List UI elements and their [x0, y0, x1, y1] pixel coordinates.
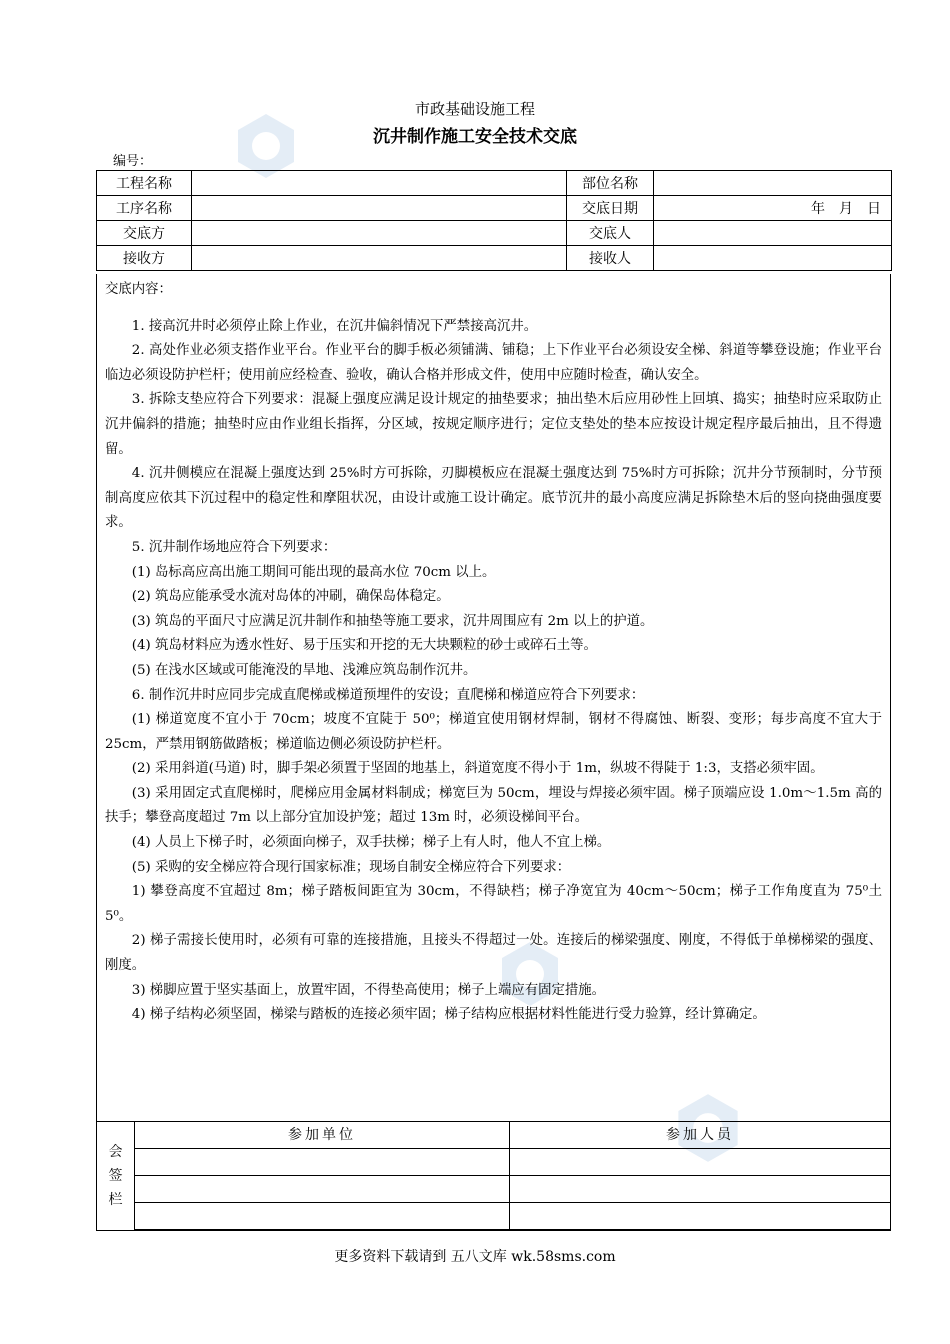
- receiver-person-label: 接收人: [567, 246, 654, 271]
- content-paragraph: 1) 攀登高度不宜超过 8m；梯子踏板间距宜为 30cm，不得缺档；梯子净宽宜为 40cm～50cm；梯子工作角度直为 75⁰土 5⁰。: [105, 884, 882, 924]
- signoff-side-char: 会: [108, 1144, 123, 1160]
- table-row: [97, 221, 892, 246]
- signoff-row[interactable]: [135, 1203, 890, 1230]
- signoff-row[interactable]: [135, 1149, 890, 1176]
- table-row: [97, 171, 892, 196]
- table-row: [97, 196, 892, 221]
- document-title: 沉井制作施工安全技术交底: [373, 127, 577, 147]
- signoff-section: [96, 1122, 891, 1231]
- part-name-label: 部位名称: [567, 171, 654, 196]
- content-paragraph: 2. 高处作业必须支搭作业平台。作业平台的脚手板必须铺满、铺稳；上下作业平台必须设安全梯、斜道等攀登设施；作业平台临边必须设防护栏杆；使用前应经检查、验收，确认合格并形成文件，使用中应随时检查，确认安全。: [105, 343, 882, 383]
- footer-link[interactable]: 更多资料下载请到 五八文库 wk.58sms.com: [334, 1249, 616, 1265]
- content-paragraph: 3. 拆除支垫应符合下列要求：混凝上强度应满足设计规定的抽垫要求；抽出垫木后应用砂性上回填、捣实；抽垫时应采取防止沉井偏斜的措施；抽垫时应由作业组长指挥，分区域，按规定顺序进行；定位支垫处的垫本应按设计规定程序最后抽出，且不得遗留。: [105, 392, 882, 457]
- content-label: 交底内容：: [105, 282, 172, 297]
- date-field[interactable]: 年 月 日: [654, 196, 892, 221]
- content-paragraph: (3) 筑岛的平面尺寸应满足沉井制作和抽垫等施工要求，沉井周围应有 2m 以上的护道。: [131, 613, 654, 629]
- content-paragraphs: [105, 315, 882, 1028]
- people-header: 参加人员: [666, 1127, 734, 1143]
- content-paragraph: (1) 岛标高应高出施工期间可能出现的最高水位 70cm 以上。: [131, 564, 496, 580]
- giver-person-label: 交底人: [567, 221, 654, 246]
- table-row: [97, 246, 892, 271]
- signoff-side-char: 签: [108, 1168, 123, 1184]
- handover-content: [96, 274, 891, 1122]
- part-name-field[interactable]: [654, 171, 892, 196]
- content-paragraph: 6. 制作沉井时应同步完成直爬梯或梯道预埋件的安设；直爬梯和梯道应符合下列要求：: [131, 687, 645, 703]
- content-paragraph: 2) 梯子需接长使用时，必须有可靠的连接措施，且接头不得超过一处。连接后的梯梁强度、刚度，不得低于单梯梯梁的强度、刚度。: [105, 933, 882, 974]
- signoff-header-row: [135, 1122, 890, 1149]
- content-paragraph: (4) 筑岛材料应为透水性好、易于压实和开挖的无大块颗粒的砂士或碎石土等。: [131, 638, 597, 654]
- signoff-side-label: [97, 1122, 135, 1230]
- receiver-person-field[interactable]: [654, 246, 892, 271]
- project-name-field[interactable]: [192, 171, 567, 196]
- content-paragraph: 5. 沉井制作场地应符合下列要求：: [131, 539, 337, 555]
- content-paragraph: (3) 采用固定式直爬梯时，爬梯应用金属材料制成；梯宽巨为 50cm，埋设与焊接必须牢固。梯子顶端应设 1.0m～1.5m 高的扶手；攀登高度超过 7m 以上部分宜加设护笼；超过 13m 时，必须设梯间平台。: [105, 785, 882, 826]
- content-paragraph: (2) 筑岛应能承受水流对岛体的冲刷，确保岛体稳定。: [131, 589, 450, 605]
- project-name-label: 工程名称: [97, 171, 192, 196]
- receiver-field[interactable]: [192, 246, 567, 271]
- content-paragraph: 4) 梯子结构必须坚固，梯梁与踏板的连接必须牢固；梯子结构应根据材料性能进行受力验算，经计算确定。: [131, 1007, 766, 1023]
- receiver-label: 接收方: [97, 246, 192, 271]
- content-paragraph: (5) 在浅水区域或可能淹没的旱地、浅滩应筑岛制作沉井。: [131, 662, 477, 678]
- date-label: 交底日期: [567, 196, 654, 221]
- content-paragraph: 3) 梯脚应置于坚实基面上，放置牢固，不得垫高使用；梯子上端应有固定措施。: [131, 982, 606, 998]
- document-subtitle: 市政基础设施工程: [414, 100, 535, 118]
- giver-person-field[interactable]: [654, 221, 892, 246]
- giver-field[interactable]: [192, 221, 567, 246]
- info-table: [96, 170, 892, 271]
- content-paragraph: (2) 采用斜道(马道) 时，脚手架必须置于坚固的地基上，斜道宽度不得小于 1m，纵坡不得陡于 1:3，支搭必须牢固。: [131, 761, 824, 777]
- serial-number-label: 编号：: [113, 154, 153, 169]
- process-name-field[interactable]: [192, 196, 567, 221]
- content-paragraph: (1) 梯道宽度不宜小于 70cm；坡度不宜陡于 50⁰；梯道宜使用钢材焊制，钢材不得腐蚀、断裂、变形；每步高度不宜大于 25cm，严禁用钢筋做踏板；梯道临边侧必须设防护栏杆。: [105, 712, 882, 752]
- process-name-label: 工序名称: [97, 196, 192, 221]
- unit-header: 参加单位: [288, 1127, 356, 1143]
- content-paragraph: (4) 人员上下梯子时，必须面向梯子，双手扶梯；梯子上有人时，他人不宜上梯。: [131, 835, 611, 851]
- signoff-grid: [135, 1122, 890, 1230]
- signoff-row[interactable]: [135, 1176, 890, 1203]
- content-paragraph: 1. 接高沉井时必须停止除上作业，在沉井偏斜情况下严禁接高沉井。: [131, 318, 538, 334]
- giver-label: 交底方: [97, 221, 192, 246]
- signoff-side-char: 栏: [108, 1192, 123, 1208]
- content-paragraph: (5) 采购的安全梯应符合现行国家标准；现场自制安全梯应符合下列要求：: [131, 859, 571, 875]
- signoff-divider: [509, 1122, 510, 1230]
- content-paragraph: 4. 沉井侧模应在混凝上强度达到 25%时方可拆除，刃脚模板应在混凝土强度达到 75%时方可拆除；沉井分节预制时，分节预制高度应依其下沉过程中的稳定性和摩阻状况，由设计或施工设计确定。底节沉井的最小高度应满足拆除垫木后的竖向挠曲强度要求。: [105, 466, 882, 531]
